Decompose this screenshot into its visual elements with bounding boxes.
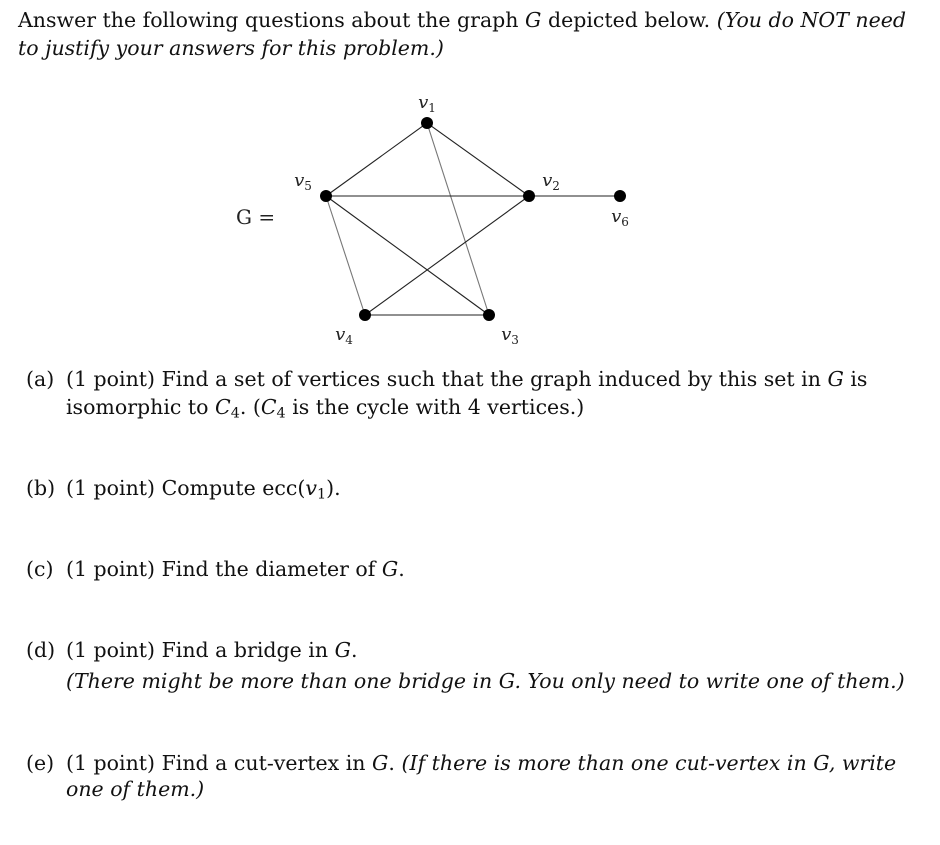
edge-v2-v4 xyxy=(365,196,529,315)
question-c-line xyxy=(66,555,405,583)
vertex-v5 xyxy=(320,190,332,202)
vertex-label-v4: $v_4$ xyxy=(335,324,353,347)
question-d-note xyxy=(66,667,905,695)
question-b-label: (b) xyxy=(26,476,56,500)
vertex-v2 xyxy=(523,190,535,202)
question-e-note-a: (If there is more than one cut-vertex in xyxy=(401,751,807,775)
question-d-symbol: G xyxy=(334,638,351,662)
question-b-var: $v_1$ xyxy=(305,476,327,503)
vertex-v6 xyxy=(614,190,626,202)
intro-line-2: to justify your answers for this problem.) xyxy=(18,36,444,60)
c4-symbol: $C_4$ xyxy=(215,395,240,422)
graph-edges xyxy=(326,123,620,315)
intro-text-after: depicted below. xyxy=(547,8,711,32)
question-d-note-b: . You only need to write one of them.) xyxy=(514,669,905,693)
question-a-symbol: G xyxy=(827,367,844,391)
vertex-v3 xyxy=(483,309,495,321)
question-a-line2-mid: . ( xyxy=(239,395,261,419)
question-a-line-1 xyxy=(66,365,867,393)
graph-symbol: G xyxy=(525,8,542,32)
question-b-end: ). xyxy=(326,476,341,500)
question-e-symbol: G xyxy=(372,751,389,775)
question-e-text: Find a cut-vertex in xyxy=(161,751,366,775)
question-b-line xyxy=(66,474,341,502)
question-d-end: . xyxy=(350,638,358,662)
question-a-line2-start: isomorphic to xyxy=(66,395,209,419)
question-b-text: Compute ecc( xyxy=(161,476,306,500)
edge-v5-v3 xyxy=(326,196,489,315)
question-a-points: (1 point) xyxy=(66,367,156,391)
question-e-note-symbol: G xyxy=(813,751,829,775)
vertex-v1 xyxy=(421,117,433,129)
question-b-points: (1 point) xyxy=(66,476,156,500)
intro-text: Answer the following questions about the graph xyxy=(18,8,519,32)
question-d-line-1 xyxy=(66,636,358,664)
vertex-v4 xyxy=(359,309,371,321)
question-a-end: is xyxy=(850,367,868,391)
question-e-line-2: one of them.) xyxy=(66,777,205,801)
question-d-note-symbol: G xyxy=(498,669,515,693)
question-d-text: Find a bridge in xyxy=(161,638,329,662)
intro-line-1 xyxy=(18,6,906,34)
question-c-symbol: G xyxy=(381,557,399,581)
vertex-label-v5: $v_5$ xyxy=(294,170,312,193)
question-a-line2-end: is the cycle with 4 vertices.) xyxy=(292,395,585,419)
question-e-label: (e) xyxy=(26,751,55,775)
vertex-label-v1: $v_1$ xyxy=(418,92,436,115)
edge-v1-v2 xyxy=(427,123,529,196)
question-d-note-a: (There might be more than one bridge in xyxy=(66,669,493,693)
edge-v1-v5 xyxy=(326,123,427,196)
edge-v5-v4 xyxy=(326,196,365,315)
question-e-note-b: , write xyxy=(828,751,897,775)
graph-vertices xyxy=(320,117,626,321)
question-c-points: (1 point) xyxy=(66,557,156,581)
question-e-line-1 xyxy=(66,749,896,777)
question-e-end: . xyxy=(388,751,395,775)
graph-figure xyxy=(220,85,660,355)
question-a-label: (a) xyxy=(26,367,55,391)
question-c-text: Find the diameter of xyxy=(161,557,376,581)
question-e-points: (1 point) xyxy=(66,751,156,775)
vertex-label-v3: $v_3$ xyxy=(501,324,519,347)
c4-symbol-2: $C_4$ xyxy=(260,395,286,422)
graph-label: G = xyxy=(236,205,276,229)
edge-v1-v3 xyxy=(427,123,489,315)
graph-vertex-labels xyxy=(294,92,629,347)
question-c-label: (c) xyxy=(26,557,54,581)
vertex-label-v2: $v_2$ xyxy=(542,170,560,193)
question-d-points: (1 point) xyxy=(66,638,156,662)
intro-italic-note: (You do NOT need xyxy=(716,8,907,32)
question-d-label: (d) xyxy=(26,638,56,662)
vertex-label-v6: $v_6$ xyxy=(611,206,629,229)
question-a-text: Find a set of vertices such that the graph induced by this set in xyxy=(161,367,821,391)
question-a-line-2 xyxy=(66,393,584,421)
question-c-end: . xyxy=(398,557,405,581)
